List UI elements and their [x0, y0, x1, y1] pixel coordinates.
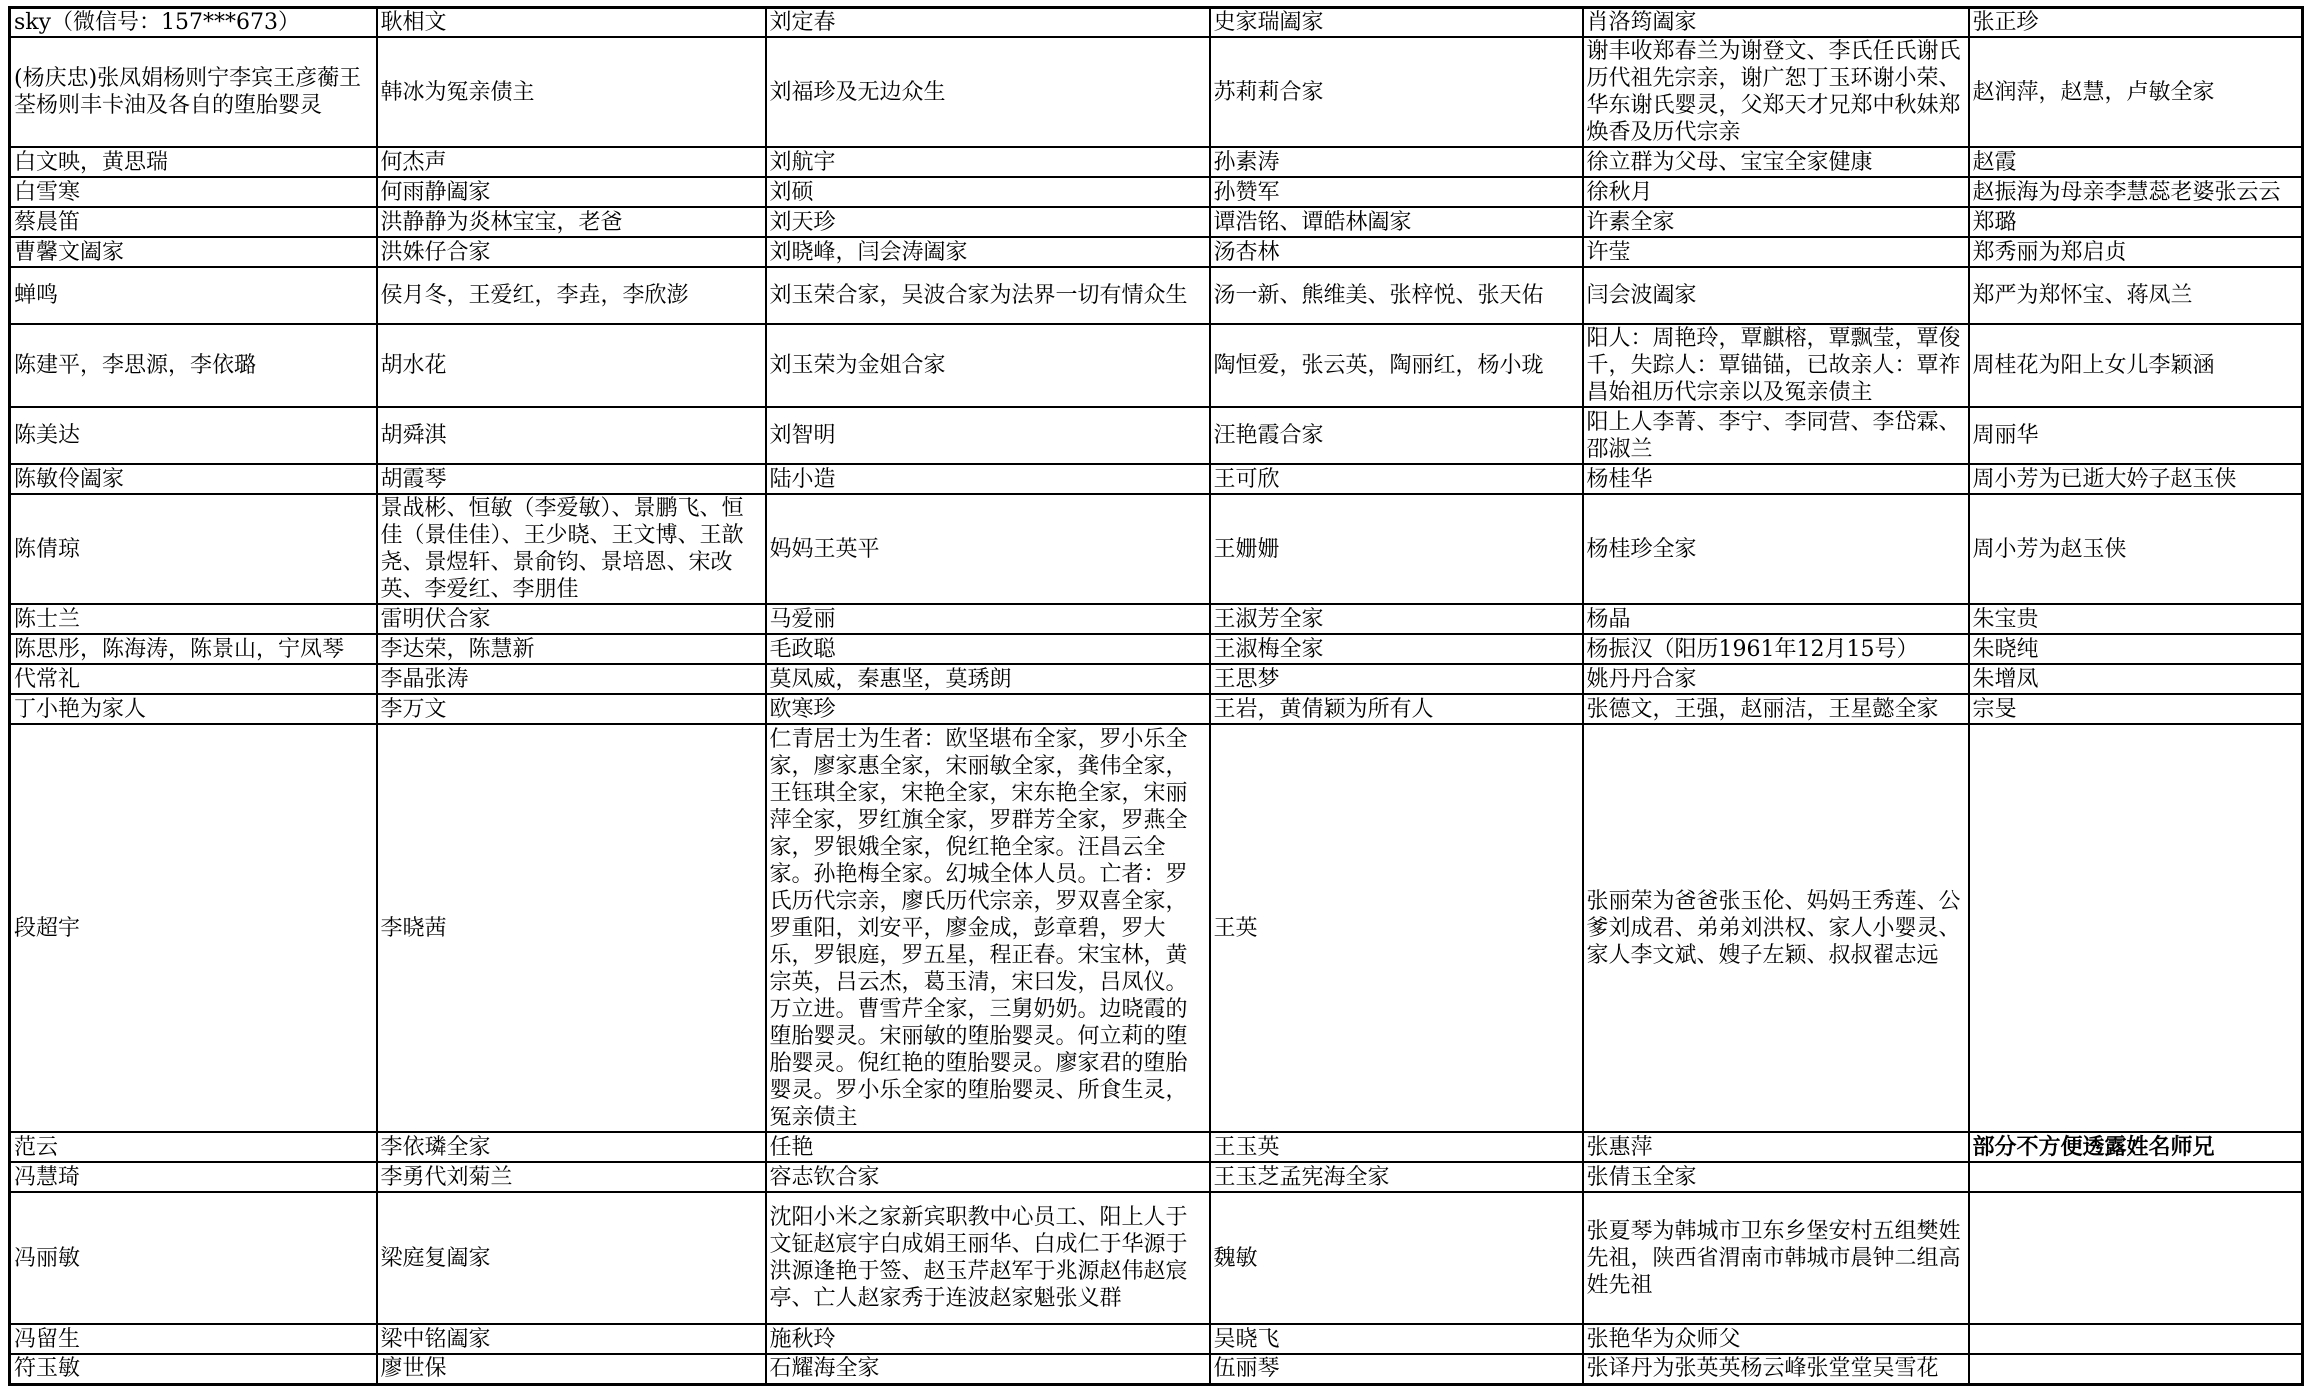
- table-cell: 陈士兰: [10, 604, 377, 634]
- table-cell: 陈建平，李思源，李依璐: [10, 324, 377, 407]
- table-cell: 张丽荣为爸爸张玉伦、妈妈王秀莲、公爹刘成君、弟弟刘洪权、家人小婴灵、家人李文斌、嫂子左颖、叔叔翟志远: [1583, 724, 1969, 1132]
- table-cell: 刘福珍及无边众生: [766, 37, 1210, 147]
- table-cell: 容志钦合家: [766, 1162, 1210, 1192]
- table-cell: 赵振海为母亲李慧蕊老婆张云云: [1969, 177, 2303, 207]
- table-cell: 陈倩琼: [10, 494, 377, 604]
- table-cell: 梁中铭阖家: [377, 1324, 766, 1354]
- table-cell: 姚丹丹合家: [1583, 664, 1969, 694]
- table-row: [10, 147, 2303, 177]
- table-cell: 仁青居士为生者：欧坚堪布全家，罗小乐全家，廖家惠全家，宋丽敏全家，龚伟全家，王钰琪全家，宋艳全家，宋东艳全家，宋丽萍全家，罗红旗全家，罗群芳全家，罗燕全家，罗银娥全家，倪红艳全家。汪昌云全家。孙艳梅全家。幻城全体人员。亡者：罗氏历代宗亲，廖氏历代宗亲，罗双喜全家，罗重阳，刘安平，廖金成，彭章碧，罗大乐，罗银庭，罗五星，程正春。宋宝林，黄宗英，吕云杰，葛玉清，宋曰发，吕凤仪。万立进。曹雪芹全家，三舅奶奶。边晓霞的堕胎婴灵。宋丽敏的堕胎婴灵。何立莉的堕胎婴灵。倪红艳的堕胎婴灵。廖家君的堕胎婴灵。罗小乐全家的堕胎婴灵、所食生灵，冤亲债主: [766, 724, 1210, 1132]
- table-cell: (杨庆忠)张凤娟杨则宁李宾王彦蘅王荃杨则丰卡油及各自的堕胎婴灵: [10, 37, 377, 147]
- table-cell: 耿相文: [377, 8, 766, 38]
- table-cell: 梁庭复阖家: [377, 1192, 766, 1324]
- table-cell: 符玉敏: [10, 1354, 377, 1384]
- table-row: [10, 407, 2303, 464]
- table-cell: 胡霞琴: [377, 464, 766, 494]
- table-cell: 景战彬、恒敏（李爱敏）、景鹏飞、恒佳（景佳佳）、王少晓、王文博、王歆尧、景煜轩、景俞钧、景培恩、宋改英、李爱红、李朋佳: [377, 494, 766, 604]
- table-cell: 王淑芳全家: [1210, 604, 1583, 634]
- table-row: [10, 37, 2303, 147]
- table-cell: 郑严为郑怀宝、蒋凤兰: [1969, 267, 2303, 324]
- table-cell: 李万文: [377, 694, 766, 724]
- table-cell: 徐立群为父母、宝宝全家健康: [1583, 147, 1969, 177]
- table-cell: 冯慧琦: [10, 1162, 377, 1192]
- table-cell: 蝉鸣: [10, 267, 377, 324]
- table-cell: 段超宇: [10, 724, 377, 1132]
- table-cell: 毛政聪: [766, 634, 1210, 664]
- table-cell: 刘航宇: [766, 147, 1210, 177]
- table-cell: 魏敏: [1210, 1192, 1583, 1324]
- table-row: [10, 464, 2303, 494]
- table-cell: 陈敏伶阖家: [10, 464, 377, 494]
- table-cell: 赵润萍，赵慧，卢敏全家: [1969, 37, 2303, 147]
- table-cell: 沈阳小米之家新宾职教中心员工、阳上人于文钲赵宸宇白成娟王丽华、白成仁于华源于洪源逢艳于签、赵玉芹赵军于兆源赵伟赵宸亭、亡人赵家秀于连波赵家魁张义群: [766, 1192, 1210, 1324]
- table-cell: 刘硕: [766, 177, 1210, 207]
- table-cell: 刘晓峰，闫会涛阖家: [766, 237, 1210, 267]
- table-cell: 刘定春: [766, 8, 1210, 38]
- table-cell: 冯丽敏: [10, 1192, 377, 1324]
- table-cell: 莫凤威，秦惠坚，莫琇朗: [766, 664, 1210, 694]
- table-cell: [1969, 1324, 2303, 1354]
- data-sheet: [8, 6, 2304, 1386]
- table-cell: 阳上人李菁、李宁、李同营、李岱霖、邵淑兰: [1583, 407, 1969, 464]
- table-cell: 朱晓纯: [1969, 634, 2303, 664]
- table-cell: 韩冰为冤亲债主: [377, 37, 766, 147]
- table-cell: 洪静静为炎林宝宝，老爸: [377, 207, 766, 237]
- table-row: [10, 634, 2303, 664]
- table-cell: 刘智明: [766, 407, 1210, 464]
- table-cell: [1969, 1354, 2303, 1384]
- table-row: [10, 237, 2303, 267]
- table-cell: 胡舜淇: [377, 407, 766, 464]
- table-cell: 周桂花为阳上女儿李颖涵: [1969, 324, 2303, 407]
- table-cell: 史家瑞阖家: [1210, 8, 1583, 38]
- table-cell: 陈美达: [10, 407, 377, 464]
- table-cell: sky（微信号：157***673）: [10, 8, 377, 38]
- table-cell: 汤杏林: [1210, 237, 1583, 267]
- table-cell: 阳人：周艳玲，覃麒榕，覃飘莹，覃俊千，失踪人：覃锚锚，已故亲人：覃祚昌始祖历代宗亲以及冤亲债主: [1583, 324, 1969, 407]
- table-cell: 周小芳为赵玉侠: [1969, 494, 2303, 604]
- table-cell: 杨桂华: [1583, 464, 1969, 494]
- table-cell: 刘玉荣为金姐合家: [766, 324, 1210, 407]
- table-cell: 苏莉莉合家: [1210, 37, 1583, 147]
- table-row: [10, 694, 2303, 724]
- table-cell: 王姗姗: [1210, 494, 1583, 604]
- table-cell: 李依璘全家: [377, 1132, 766, 1162]
- table-cell: 马爱丽: [766, 604, 1210, 634]
- table-cell: 部分不方便透露姓名师兄: [1969, 1132, 2303, 1162]
- table-cell: 王可欣: [1210, 464, 1583, 494]
- table-cell: 汤一新、熊维美、张梓悦、张天佑: [1210, 267, 1583, 324]
- table-cell: 冯留生: [10, 1324, 377, 1354]
- table-cell: 汪艳霞合家: [1210, 407, 1583, 464]
- table-cell: 何杰声: [377, 147, 766, 177]
- table-cell: 李晓茜: [377, 724, 766, 1132]
- table-cell: 闫会波阖家: [1583, 267, 1969, 324]
- table-row: [10, 724, 2303, 1132]
- table-cell: 侯月冬，王爱红，李垚，李欣澎: [377, 267, 766, 324]
- table-cell: 周丽华: [1969, 407, 2303, 464]
- table-cell: 张艳华为众师父: [1583, 1324, 1969, 1354]
- table-cell: 刘天珍: [766, 207, 1210, 237]
- table-row: [10, 664, 2303, 694]
- table-row: [10, 177, 2303, 207]
- table-cell: 雷明伏合家: [377, 604, 766, 634]
- table-cell: 杨晶: [1583, 604, 1969, 634]
- table-cell: 朱宝贵: [1969, 604, 2303, 634]
- table-cell: 孙素涛: [1210, 147, 1583, 177]
- table-row: [10, 267, 2303, 324]
- table-cell: 谢丰收郑春兰为谢登文、李氏任氏谢氏历代祖先宗亲，谢广恕丁玉环谢小荣、华东谢氏婴灵，父郑天才兄郑中秋妹郑焕香及历代宗亲: [1583, 37, 1969, 147]
- table-cell: 李达荣，陈慧新: [377, 634, 766, 664]
- table-cell: 施秋玲: [766, 1324, 1210, 1354]
- table-cell: 张正珍: [1969, 8, 2303, 38]
- table-cell: 欧寒珍: [766, 694, 1210, 724]
- table-cell: 吴晓飞: [1210, 1324, 1583, 1354]
- table-cell: 张德文，王强，赵丽洁，王星懿全家: [1583, 694, 1969, 724]
- table-cell: 伍丽琴: [1210, 1354, 1583, 1384]
- table-cell: 李勇代刘菊兰: [377, 1162, 766, 1192]
- table-cell: 谭浩铭、谭皓林阖家: [1210, 207, 1583, 237]
- table-cell: 洪姝仔合家: [377, 237, 766, 267]
- table-cell: 任艳: [766, 1132, 1210, 1162]
- table-cell: 许莹: [1583, 237, 1969, 267]
- table-row: [10, 1354, 2303, 1384]
- table-row: [10, 1162, 2303, 1192]
- table-cell: 郑璐: [1969, 207, 2303, 237]
- table-cell: 王玉英: [1210, 1132, 1583, 1162]
- table-row: [10, 207, 2303, 237]
- table-cell: 肖洛筠阖家: [1583, 8, 1969, 38]
- table-cell: 朱增凤: [1969, 664, 2303, 694]
- table-cell: 王思梦: [1210, 664, 1583, 694]
- table-cell: 杨振汉（阳历1961年12月15号）: [1583, 634, 1969, 664]
- table-row: [10, 1192, 2303, 1324]
- table-cell: [1969, 1162, 2303, 1192]
- table-cell: 王英: [1210, 724, 1583, 1132]
- table-cell: [1969, 724, 2303, 1132]
- table-cell: 陆小造: [766, 464, 1210, 494]
- table-cell: 蔡晨笛: [10, 207, 377, 237]
- table-cell: 白文映，黄思瑞: [10, 147, 377, 177]
- table-cell: 石耀海全家: [766, 1354, 1210, 1384]
- table-cell: 杨桂珍全家: [1583, 494, 1969, 604]
- table-cell: 妈妈王英平: [766, 494, 1210, 604]
- table-cell: 廖世保: [377, 1354, 766, 1384]
- table-cell: 宗旻: [1969, 694, 2303, 724]
- table-cell: 丁小艳为家人: [10, 694, 377, 724]
- table-row: [10, 494, 2303, 604]
- table-cell: 何雨静阖家: [377, 177, 766, 207]
- table-cell: 赵霞: [1969, 147, 2303, 177]
- table-cell: 李晶张涛: [377, 664, 766, 694]
- table-cell: 王玉芝孟宪海全家: [1210, 1162, 1583, 1192]
- table-cell: 白雪寒: [10, 177, 377, 207]
- table-cell: 徐秋月: [1583, 177, 1969, 207]
- table-cell: 孙赞军: [1210, 177, 1583, 207]
- table-cell: 张倩玉全家: [1583, 1162, 1969, 1192]
- table-cell: 张夏琴为韩城市卫东乡堡安村五组樊姓先祖，陕西省渭南市韩城市晨钟二组高姓先祖: [1583, 1192, 1969, 1324]
- table-cell: [1969, 1192, 2303, 1324]
- table-row: [10, 604, 2303, 634]
- table-cell: 刘玉荣合家，吴波合家为法界一切有情众生: [766, 267, 1210, 324]
- table-cell: 周小芳为已逝大妗子赵玉侠: [1969, 464, 2303, 494]
- table-row: [10, 1324, 2303, 1354]
- table-row: [10, 8, 2303, 38]
- table-cell: 范云: [10, 1132, 377, 1162]
- table-cell: 曹馨文阖家: [10, 237, 377, 267]
- table-cell: 王淑梅全家: [1210, 634, 1583, 664]
- table-row: [10, 1132, 2303, 1162]
- table-cell: 陶恒爱，张云英，陶丽红，杨小珑: [1210, 324, 1583, 407]
- table-cell: 陈思彤，陈海涛，陈景山，宁凤琴: [10, 634, 377, 664]
- table-cell: 张惠萍: [1583, 1132, 1969, 1162]
- table-row: [10, 324, 2303, 407]
- table-cell: 张译丹为张英英杨云峰张堂堂吴雪花: [1583, 1354, 1969, 1384]
- table-cell: 代常礼: [10, 664, 377, 694]
- table-cell: 王岩，黄倩颖为所有人: [1210, 694, 1583, 724]
- table-cell: 胡水花: [377, 324, 766, 407]
- table-cell: 郑秀丽为郑启贞: [1969, 237, 2303, 267]
- table-cell: 许素全家: [1583, 207, 1969, 237]
